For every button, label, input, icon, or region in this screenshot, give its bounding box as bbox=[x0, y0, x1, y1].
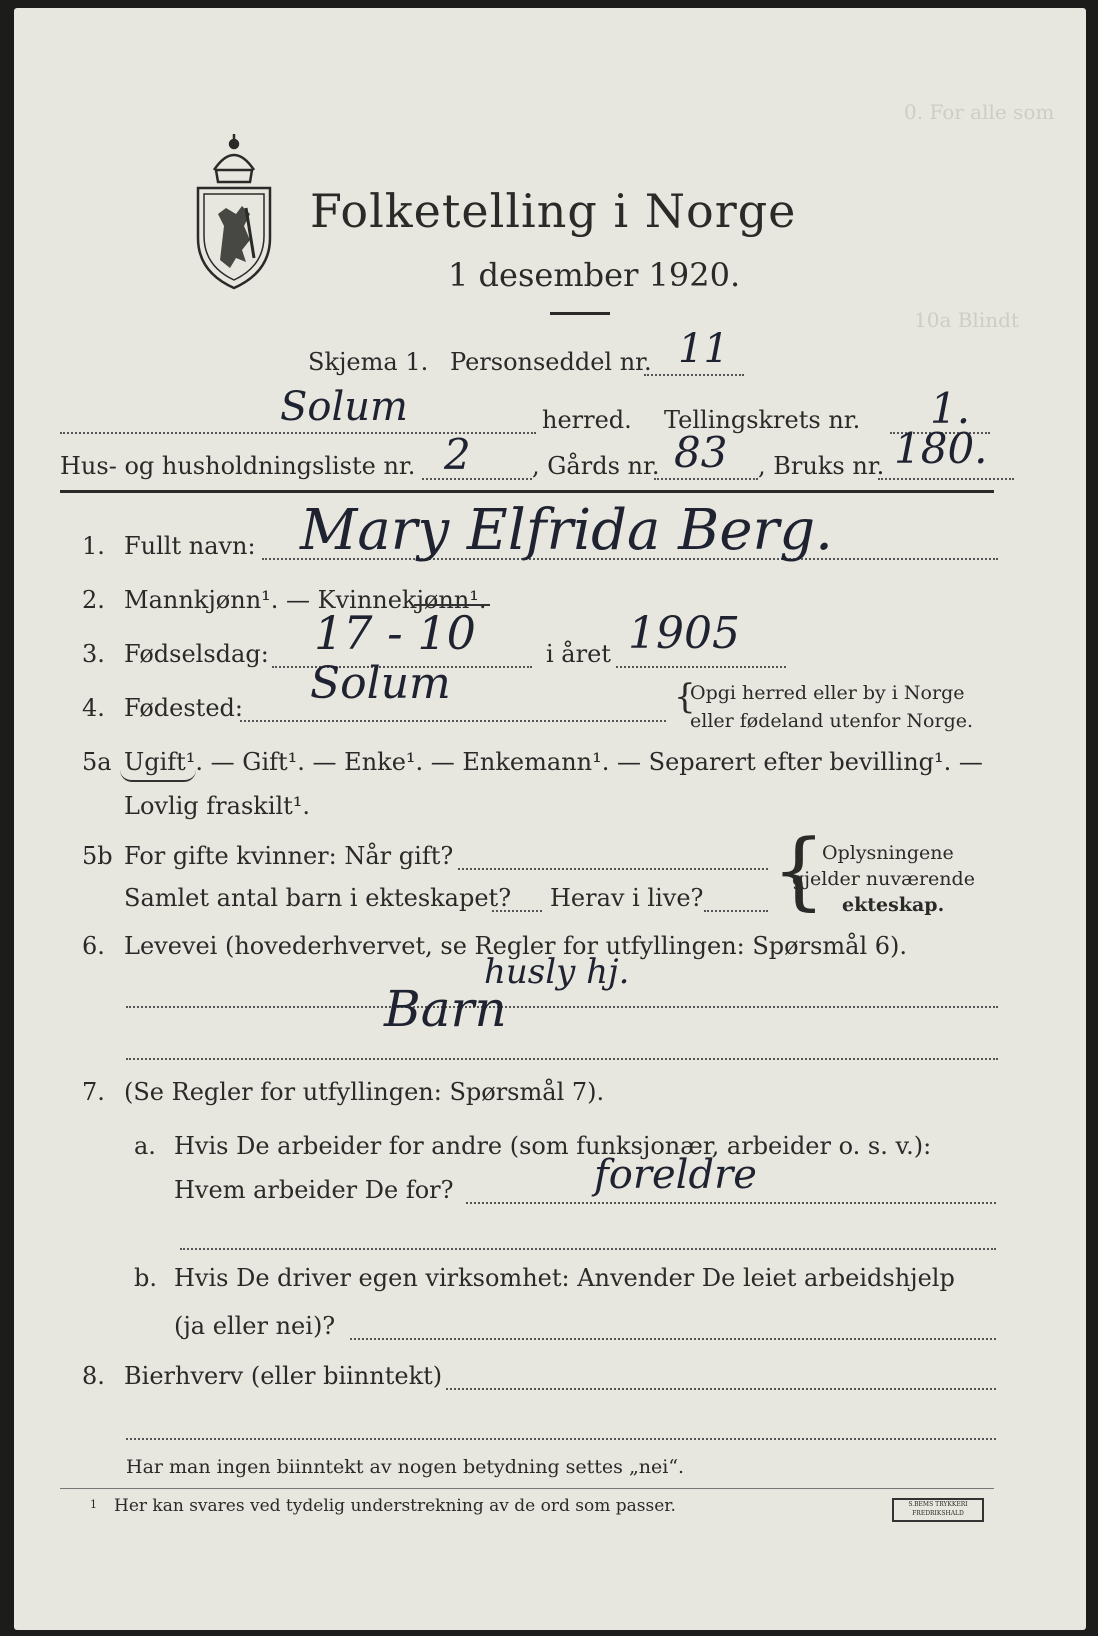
footnote-divider bbox=[60, 1488, 994, 1489]
ugift-underline bbox=[120, 770, 196, 782]
q5b-note3: ekteskap. bbox=[842, 894, 945, 916]
dotted-line bbox=[240, 720, 666, 722]
title-divider bbox=[550, 312, 610, 315]
skjema-label: Skjema 1. bbox=[308, 348, 429, 376]
q5b-married-when: For gifte kvinner: Når gift? bbox=[124, 842, 454, 870]
q1-number: 1. bbox=[82, 532, 105, 560]
dotted-line bbox=[616, 666, 786, 668]
q7a-letter: a. bbox=[134, 1132, 156, 1160]
q7-number: 7. bbox=[82, 1078, 105, 1106]
q5a-marital-options: Ugift¹. — Gift¹. — Enke¹. — Enkemann¹. — Separert efter bevilling¹. — bbox=[124, 748, 983, 776]
birthdate-value[interactable]: 17 - 10 bbox=[314, 606, 476, 660]
census-form-sheet bbox=[14, 8, 1086, 1630]
brace-symbol: { bbox=[674, 677, 696, 717]
employer-value[interactable]: foreldre bbox=[594, 1152, 757, 1198]
dotted-line bbox=[350, 1338, 996, 1340]
q4-note-line1: Opgi herred eller by i Norge bbox=[690, 682, 965, 704]
brace-symbol: { bbox=[772, 821, 826, 919]
bleed-through-text: 10a Blindt bbox=[914, 308, 1019, 332]
dotted-line bbox=[422, 478, 532, 480]
q7b-line2: (ja eller nei)? bbox=[174, 1312, 336, 1340]
tellingskrets-label: Tellingskrets nr. bbox=[664, 406, 861, 434]
q4-note-line2: eller fødeland utenfor Norge. bbox=[690, 710, 974, 732]
q8-number: 8. bbox=[82, 1362, 105, 1390]
q6-number: 6. bbox=[82, 932, 105, 960]
q5b-number: 5b bbox=[82, 842, 113, 870]
q3-year-label: i året bbox=[546, 640, 611, 668]
personseddel-value[interactable]: 11 bbox=[678, 326, 729, 372]
dotted-line bbox=[466, 1202, 996, 1204]
q5b-children: Samlet antal barn i ekteskapet? bbox=[124, 884, 512, 912]
gards-value[interactable]: 83 bbox=[674, 428, 728, 477]
bleed-through-text: 0. For alle som bbox=[904, 100, 1055, 124]
herred-value[interactable]: Solum bbox=[280, 384, 408, 430]
dotted-line bbox=[180, 1248, 996, 1250]
dotted-line bbox=[126, 1438, 996, 1440]
section-divider bbox=[60, 490, 994, 493]
q3-number: 3. bbox=[82, 640, 105, 668]
q2-gender-options: Mannkjønn¹. — Kvinnekjønn¹. bbox=[124, 586, 487, 614]
q5a-number: 5a bbox=[82, 748, 112, 776]
footnote-text: Her kan svares ved tydelig understrekning av de ord som passer. bbox=[114, 1496, 676, 1516]
q7a-line2: Hvem arbeider De for? bbox=[174, 1176, 454, 1204]
hus-label: Hus- og husholdningsliste nr. bbox=[60, 452, 416, 480]
footnote-marker: 1 bbox=[90, 1498, 97, 1511]
q8-label: Bierhverv (eller biinntekt) bbox=[124, 1362, 443, 1390]
tellingskrets-value[interactable]: 1. bbox=[930, 384, 971, 433]
dotted-line bbox=[492, 910, 542, 912]
dotted-line bbox=[878, 478, 1014, 480]
birth-year-value[interactable]: 1905 bbox=[628, 608, 740, 659]
q4-label: Fødested: bbox=[124, 694, 243, 722]
note-nei: Har man ingen biinntekt av nogen betydning settes „nei“. bbox=[126, 1456, 685, 1478]
q5b-note1: Oplysningene bbox=[822, 842, 954, 864]
dotted-line bbox=[126, 1058, 998, 1060]
bruks-label: , Bruks nr. bbox=[758, 452, 885, 480]
birthplace-value[interactable]: Solum bbox=[310, 658, 451, 709]
dotted-line bbox=[458, 868, 768, 870]
gards-label: , Gårds nr. bbox=[532, 452, 660, 480]
q5a-line2: Lovlig fraskilt¹. bbox=[124, 792, 311, 820]
dotted-line bbox=[126, 1006, 998, 1008]
q7-label: (Se Regler for utfyllingen: Spørsmål 7). bbox=[124, 1078, 605, 1106]
bruks-value[interactable]: 180. bbox=[894, 424, 988, 473]
q3-label: Fødselsdag: bbox=[124, 640, 269, 668]
personseddel-label: Personseddel nr. bbox=[450, 348, 652, 376]
q5b-alive: Herav i live? bbox=[550, 884, 704, 912]
q7b-letter: b. bbox=[134, 1264, 157, 1292]
norwegian-coat-of-arms-icon bbox=[184, 130, 284, 290]
q1-label: Fullt navn: bbox=[124, 532, 256, 560]
form-title: Folketelling i Norge bbox=[310, 184, 797, 238]
q7a-line1: Hvis De arbeider for andre (som funksjonær, arbeider o. s. v.): bbox=[174, 1132, 932, 1160]
herred-label: herred. bbox=[542, 406, 632, 434]
q5b-note2: gjelder nuværende bbox=[792, 868, 975, 890]
occupation-value-line2[interactable]: Barn bbox=[384, 980, 507, 1038]
occupation-value-line1[interactable]: husly hj. bbox=[484, 952, 630, 992]
hus-value[interactable]: 2 bbox=[444, 430, 471, 479]
q7b-line1: Hvis De driver egen virksomhet: Anvender De leiet arbeidshjelp bbox=[174, 1264, 955, 1292]
dotted-line bbox=[704, 910, 768, 912]
full-name-value[interactable]: Mary Elfrida Berg. bbox=[300, 498, 833, 563]
dotted-line bbox=[654, 478, 758, 480]
printer-stamp: S.BEMS TRYKKERI FREDRIKSHALD bbox=[892, 1498, 984, 1522]
q6-label: Levevei (hovederhvervet, se Regler for utfyllingen: Spørsmål 6). bbox=[124, 932, 908, 960]
dotted-line bbox=[446, 1388, 996, 1390]
q2-number: 2. bbox=[82, 586, 105, 614]
census-date: 1 desember 1920. bbox=[448, 256, 741, 294]
q4-number: 4. bbox=[82, 694, 105, 722]
dotted-line bbox=[644, 374, 744, 376]
